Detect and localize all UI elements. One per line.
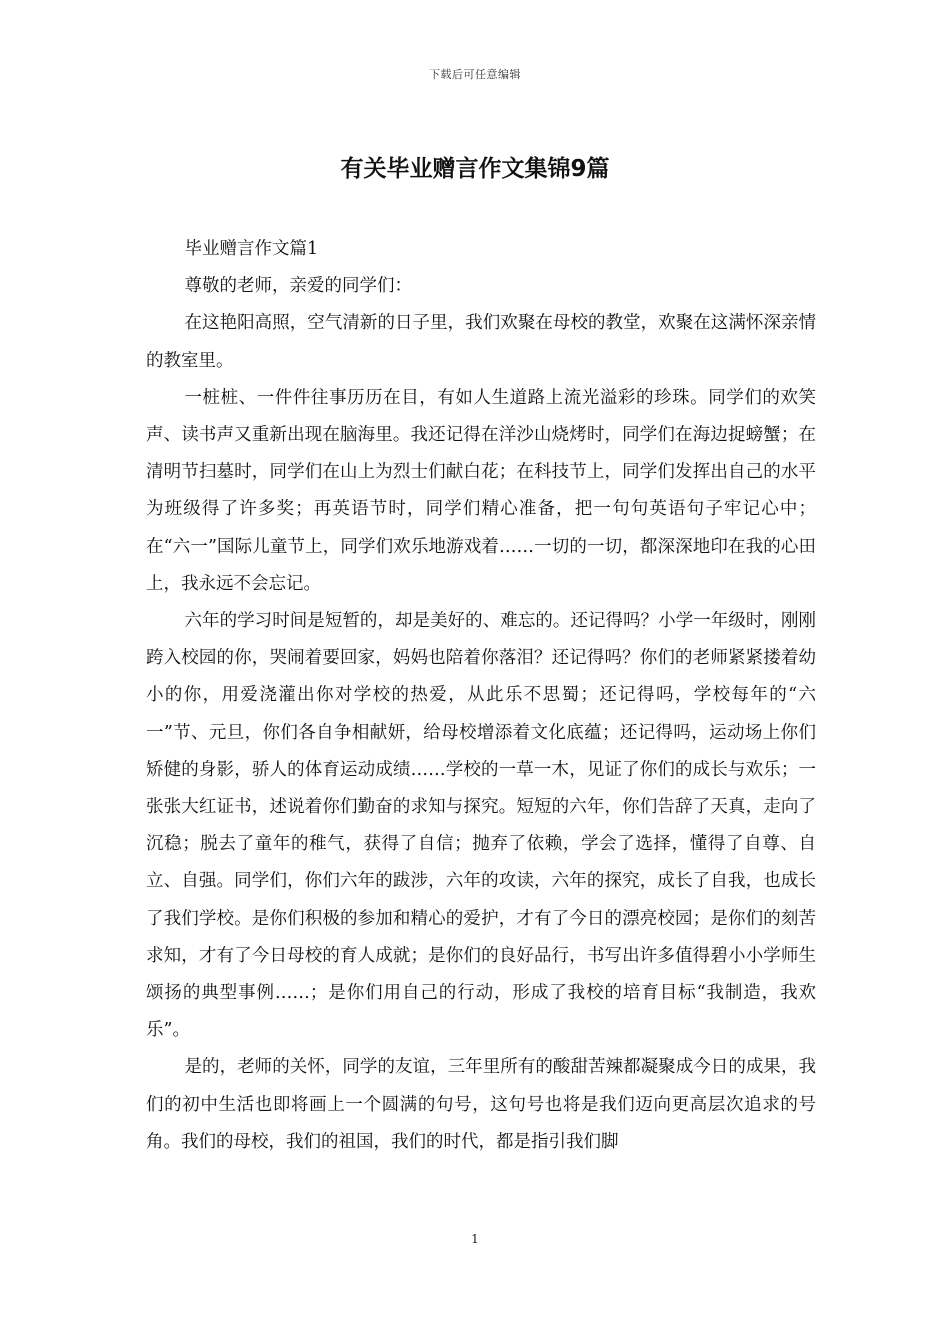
body-paragraph: 六年的学习时间是短暂的，却是美好的、难忘的。还记得吗？小学一年级时，刚刚跨入校园的你，哭闹着要回家，妈妈也陪着你落泪？还记得吗？你们的老师紧紧搂着幼小的你，用爱浇灌出你对学校的热爱，从此乐不思蜀；还记得吗，学校每年的“六一”节、元旦，你们各自争相献妍，给母校增添着文化底蕴；还记得吗，运动场上你们矫健的身影，骄人的体育运动成绩……学校的一草一木，见证了你们的成长与欢乐；一张张大红证书，述说着你们勤奋的求知与探究。短短的六年，你们告辞了天真，走向了沉稳；脱去了童年的稚气，获得了自信；抛弃了依赖，学会了选择，懂得了自尊、自立、自强。同学们，你们六年的跋涉，六年的攻读，六年的探究，成长了自我，也成长了我们学校。是你们积极的参加和精心的爱护，才有了今日的漂亮校园；是你们的刻苦求知，才有了今日母校的育人成就；是你们的良好品行，书写出许多值得碧小小学师生颂扬的典型事例……；是你们用自己的行动，形成了我校的培育目标“我制造，我欢乐”。 [146,611,816,1041]
body-paragraph: 一桩桩、一件件往事历历在目，有如人生道路上流光溢彩的珍珠。同学们的欢笑声、读书声又重新出现在脑海里。我还记得在洋沙山烧烤时，同学们在海边捉螃蟹；在清明节扫墓时，同学们在山上为烈士们献白花；在科技节上，同学们发挥出自己的水平为班级得了许多奖；再英语节时，同学们精心准备，把一句句英语句子牢记心中；在“六一”国际儿童节上，同学们欢乐地游戏着……一切的一切，都深深地印在我的心田上，我永远不会忘记。 [146,387,816,594]
header-note: 下载后可任意编辑 [429,68,521,81]
body-paragraph: 在这艳阳高照，空气清新的日子里，我们欢聚在母校的教堂，欢聚在这满怀深亲情的教室里。 [146,313,816,371]
section-heading: 毕业赠言作文篇1 [184,239,319,259]
document-title: 有关毕业赠言作文集锦9篇 [340,156,610,182]
page-number: 1 [471,1232,479,1246]
salutation: 尊敬的老师，亲爱的同学们： [184,276,412,297]
document-body [146,231,816,1161]
body-paragraph: 是的，老师的关怀，同学的友谊，三年里所有的酸甜苦辣都凝聚成今日的成果，我们的初中生活也即将画上一个圆满的句号，这句号也将是我们迈向更高层次追求的号角。我们的母校，我们的祖国，我们的时代，都是指引我们脚 [146,1057,816,1152]
